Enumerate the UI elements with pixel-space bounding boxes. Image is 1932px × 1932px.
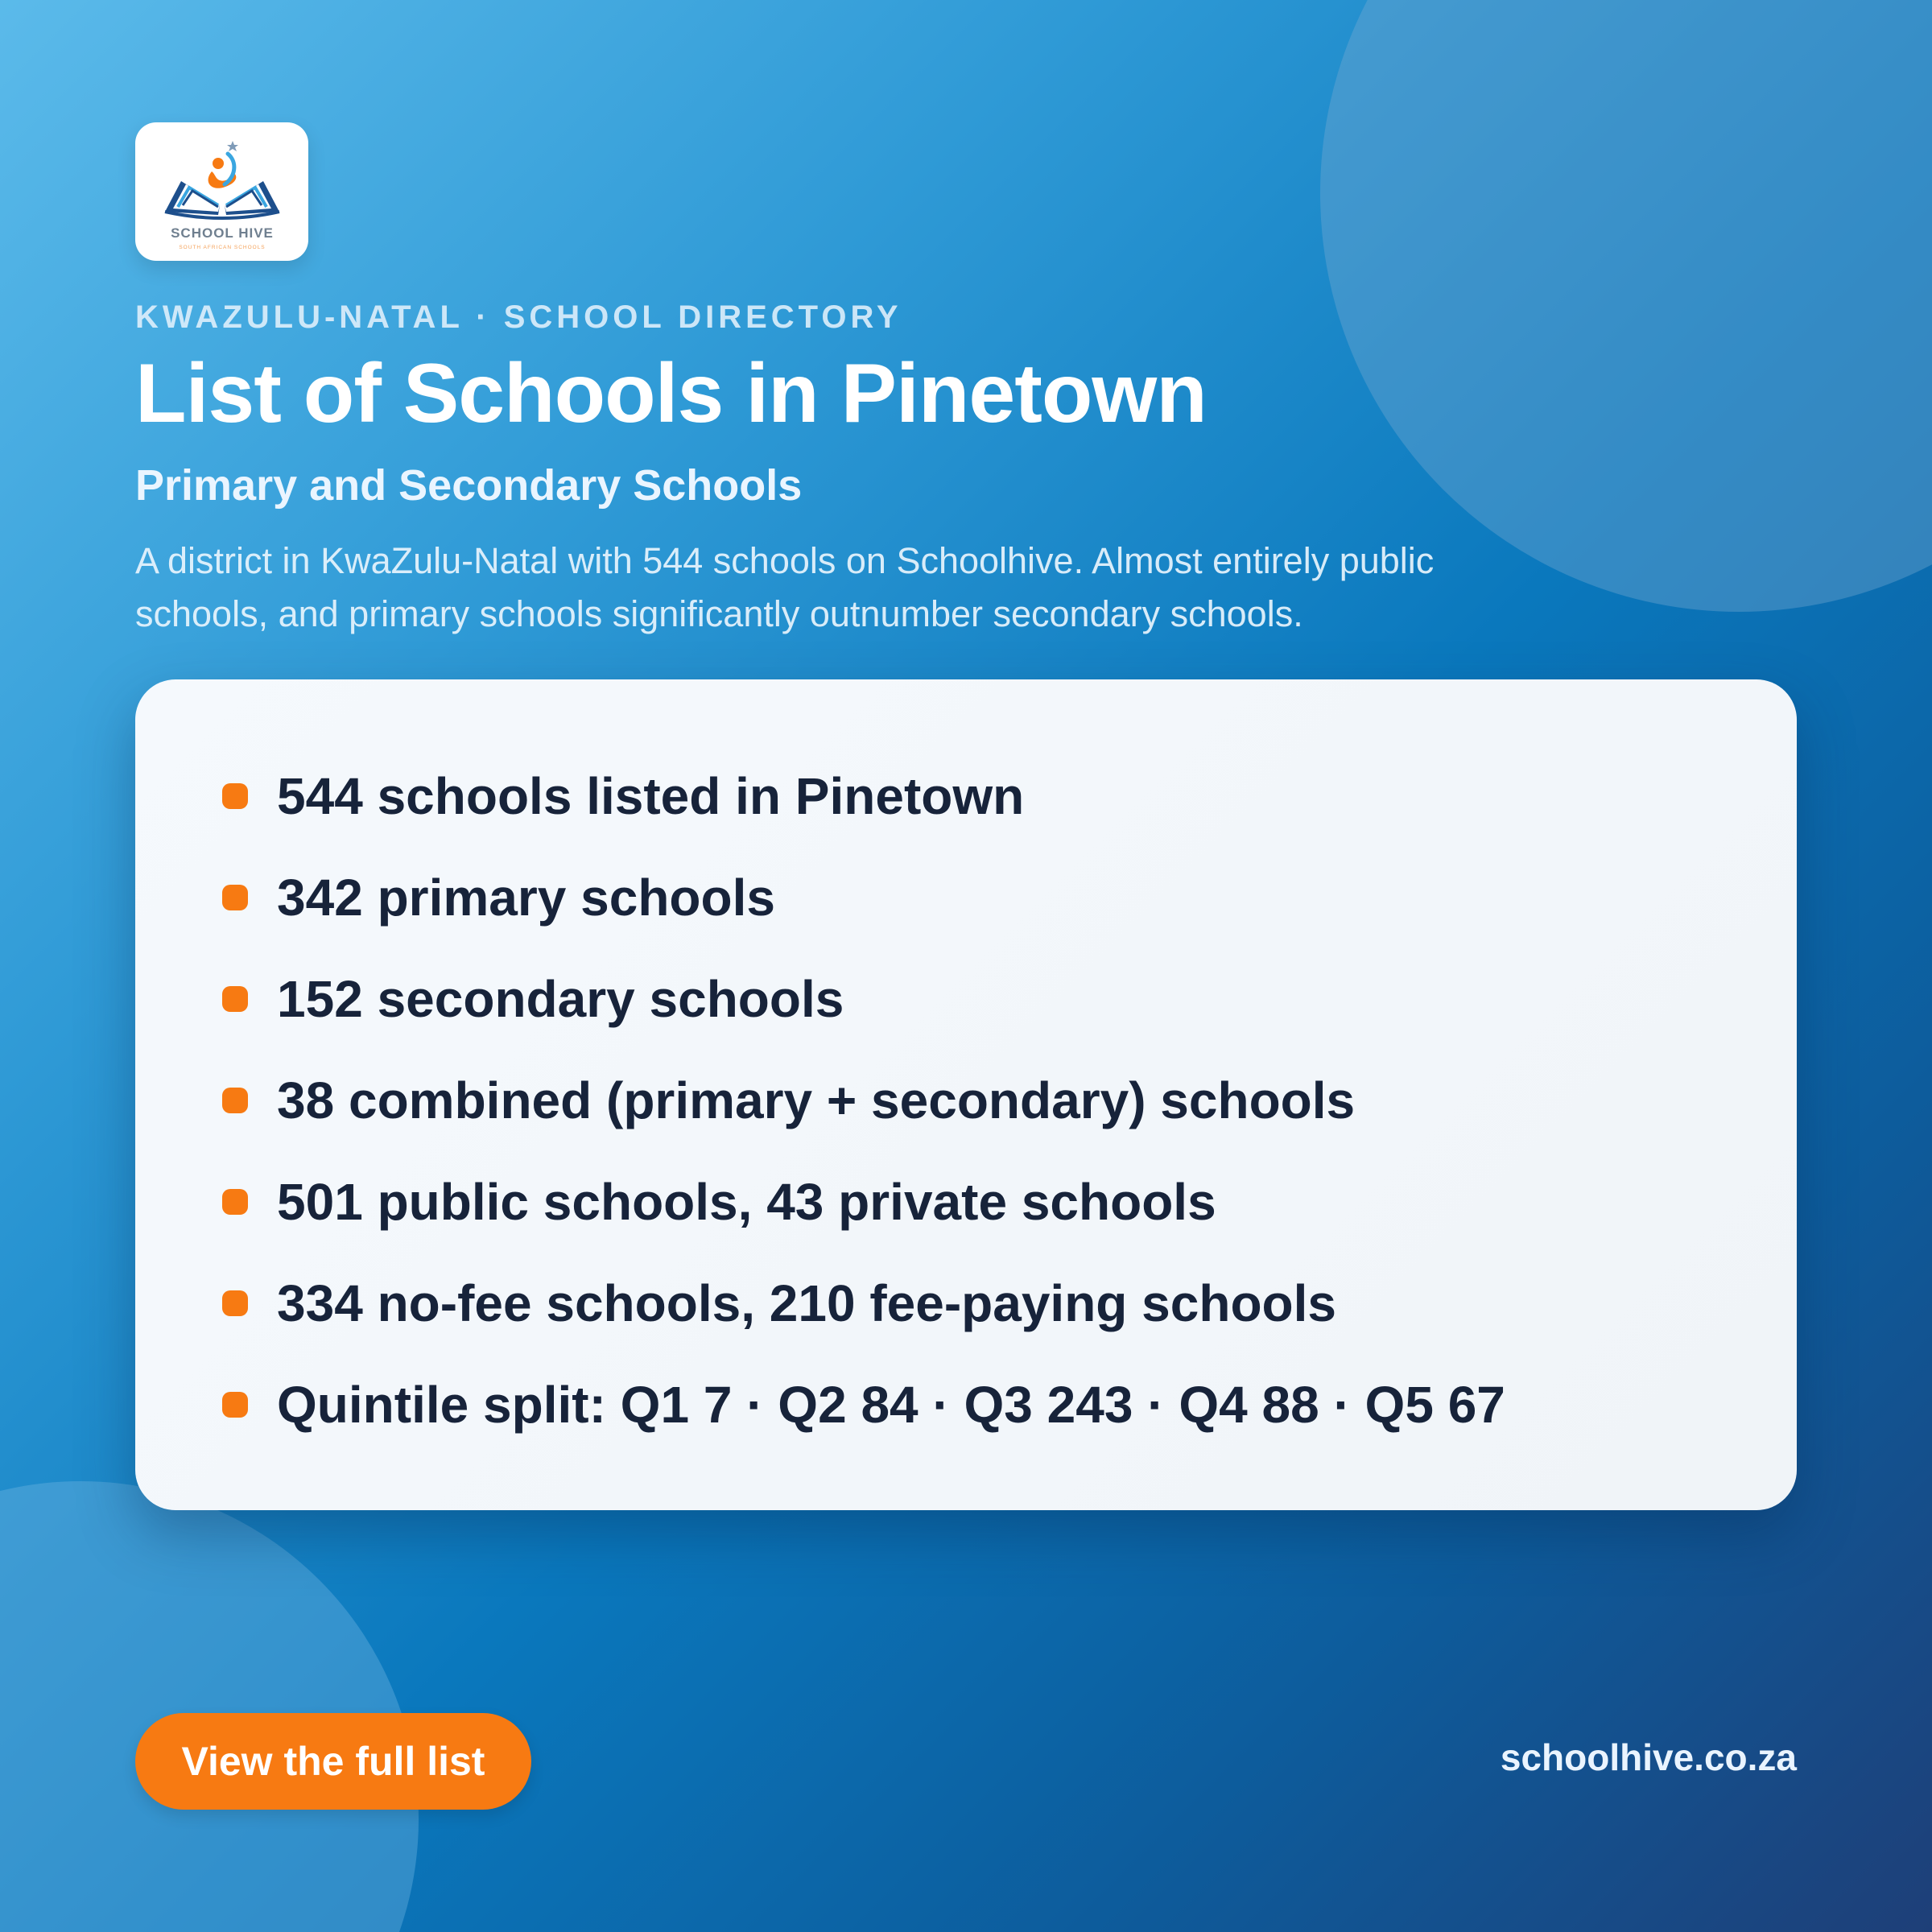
view-full-list-button[interactable]: View the full list xyxy=(135,1713,531,1810)
fact-text: 342 primary schools xyxy=(277,869,775,927)
site-url: schoolhive.co.za xyxy=(1500,1736,1797,1778)
bullet-icon xyxy=(222,986,248,1012)
facts-card xyxy=(135,679,1797,1510)
fact-item-fees xyxy=(222,1253,1505,1354)
fact-text: 544 schools listed in Pinetown xyxy=(277,767,1025,825)
bullet-icon xyxy=(222,783,248,809)
page-subtitle: Primary and Secondary Schools xyxy=(135,461,803,510)
facts-list xyxy=(222,745,1505,1455)
bullet-icon xyxy=(222,1392,248,1418)
fact-text: 152 secondary schools xyxy=(277,970,844,1028)
decorative-circle-top-right xyxy=(1320,0,1932,612)
logo-wordmark: SCHOOL HIVE xyxy=(170,225,274,241)
fact-item-primary xyxy=(222,847,1505,948)
fact-item-secondary xyxy=(222,948,1505,1050)
page-description: A district in KwaZulu-Natal with 544 schools on Schoolhive. Almost entirely public schools, and primary schools significantly outnumber secondary schools. xyxy=(135,540,1435,634)
bullet-icon xyxy=(222,885,248,910)
fact-item-public-private xyxy=(222,1151,1505,1253)
fact-text: Quintile split: Q1 7 · Q2 84 · Q3 243 · Q4 88 · Q5 67 xyxy=(277,1376,1505,1434)
decorative-circle-bottom-left xyxy=(0,1481,419,1932)
fact-text: 501 public schools, 43 private schools xyxy=(277,1173,1216,1231)
school-hive-logo xyxy=(135,122,308,261)
fact-item-quintiles xyxy=(222,1354,1505,1455)
bullet-icon xyxy=(222,1290,248,1316)
section-kicker: KWAZULU-NATAL · SCHOOL DIRECTORY xyxy=(135,299,902,335)
page-title: List of Schools in Pinetown xyxy=(135,347,1207,440)
fact-item-combined xyxy=(222,1050,1505,1151)
open-book-logo-icon xyxy=(154,131,291,252)
fact-text: 334 no-fee schools, 210 fee-paying schools xyxy=(277,1274,1336,1332)
fact-text: 38 combined (primary + secondary) schools xyxy=(277,1071,1356,1129)
bullet-icon xyxy=(222,1088,248,1113)
fact-item-total xyxy=(222,745,1505,847)
bullet-icon xyxy=(222,1189,248,1215)
logo-tagline: SOUTH AFRICAN SCHOOLS xyxy=(178,245,266,250)
